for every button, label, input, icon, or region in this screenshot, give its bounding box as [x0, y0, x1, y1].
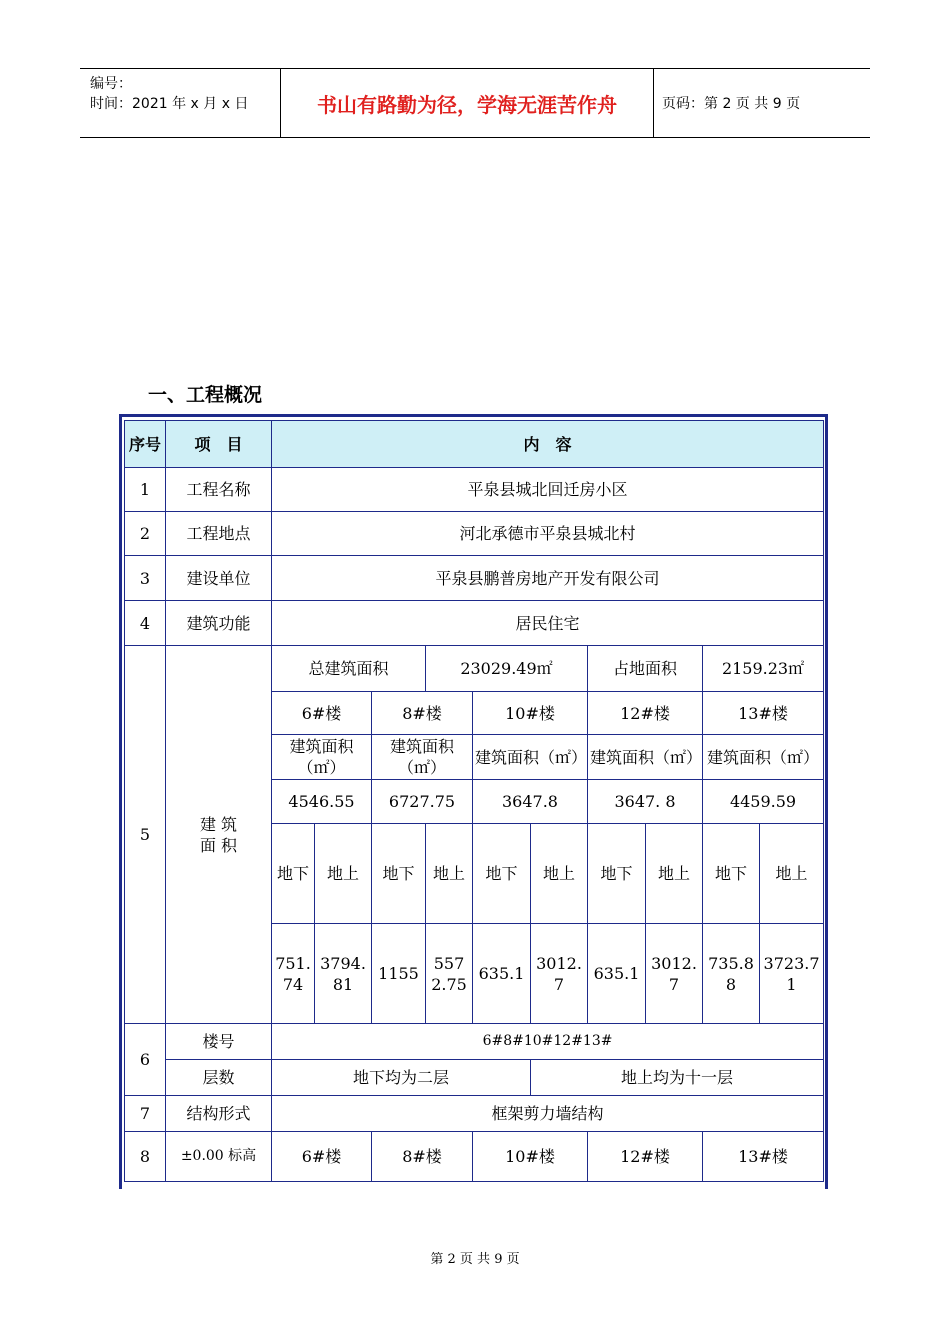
building-name: 8#楼	[372, 692, 473, 735]
row-item: ±0.00 标高	[166, 1132, 272, 1182]
table-row	[125, 468, 824, 512]
split-value: 5572.75	[426, 924, 473, 1024]
row-item: 结构形式	[166, 1096, 272, 1132]
row-content: 平泉县城北回迁房小区	[272, 468, 824, 512]
building-name: 6#楼	[272, 692, 372, 735]
number-label: 编号：	[90, 76, 132, 92]
split-value: 1155	[372, 924, 426, 1024]
area-item-label: 建 筑 面 积	[199, 814, 238, 855]
building-area-value: 3647.8	[473, 780, 588, 824]
total-area-value: 23029.49㎡	[426, 646, 588, 692]
split-label: 地上	[315, 824, 372, 924]
row-item: 层数	[166, 1060, 272, 1096]
row-no: 5	[125, 646, 166, 1024]
building-name: 12#楼	[588, 1132, 703, 1182]
building-name: 6#楼	[272, 1132, 372, 1182]
row-no: 6	[125, 1024, 166, 1096]
building-name: 10#楼	[473, 692, 588, 735]
col-item-header: 项 目	[166, 421, 272, 468]
floors-below: 地下均为二层	[272, 1060, 531, 1096]
building-numbers-row	[125, 1024, 824, 1060]
row-no: 7	[125, 1096, 166, 1132]
building-area-value: 3647. 8	[588, 780, 703, 824]
building-name: 12#楼	[588, 692, 703, 735]
area-label: 建筑面积（㎡）	[272, 735, 372, 780]
split-label: 地下	[473, 824, 531, 924]
row-no: 8	[125, 1132, 166, 1182]
row-no: 1	[125, 468, 166, 512]
site-area-label: 占地面积	[588, 646, 703, 692]
row-item: 建设单位	[166, 556, 272, 601]
row-content: 6#8#10#12#13#	[272, 1024, 824, 1060]
building-name: 13#楼	[703, 1132, 824, 1182]
floors-row	[125, 1060, 824, 1096]
col-content-header: 内 容	[272, 421, 824, 468]
split-value: 635.1	[473, 924, 531, 1024]
area-label: 建筑面积（㎡）	[703, 735, 824, 780]
area-label: 建筑面积（㎡）	[372, 735, 473, 780]
total-area-label: 总建筑面积	[272, 646, 426, 692]
split-label: 地下	[372, 824, 426, 924]
table-header-row	[125, 421, 824, 468]
split-value: 635.1	[588, 924, 646, 1024]
split-value: 751.74	[272, 924, 315, 1024]
area-label: 建筑面积（㎡）	[473, 735, 588, 780]
split-label: 地上	[760, 824, 824, 924]
floors-above: 地上均为十一层	[531, 1060, 824, 1096]
split-label: 地下	[588, 824, 646, 924]
split-label: 地上	[646, 824, 703, 924]
table-row	[125, 556, 824, 601]
building-name: 13#楼	[703, 692, 824, 735]
table-row	[125, 1096, 824, 1132]
row-item: 楼号	[166, 1024, 272, 1060]
page-label: 页码：第 2 页 共 9 页	[662, 96, 801, 112]
page-header	[80, 68, 870, 138]
split-label: 地下	[272, 824, 315, 924]
row-item: 工程地点	[166, 512, 272, 556]
building-area-value: 4459.59	[703, 780, 824, 824]
building-area-value: 4546.55	[272, 780, 372, 824]
split-label: 地上	[531, 824, 588, 924]
split-value: 735.88	[703, 924, 760, 1024]
section-title: 一、工程概况	[148, 384, 263, 406]
split-value: 3723.71	[760, 924, 824, 1024]
site-area-value: 2159.23㎡	[703, 646, 824, 692]
header-meta	[80, 69, 280, 137]
building-name: 8#楼	[372, 1132, 473, 1182]
building-name: 10#楼	[473, 1132, 588, 1182]
time-label: 时间：2021 年 x 月 x 日	[90, 96, 249, 112]
split-value: 3012.7	[531, 924, 588, 1024]
row-content: 居民住宅	[272, 601, 824, 646]
split-label: 地下	[703, 824, 760, 924]
row-content: 平泉县鹏普房地产开发有限公司	[272, 556, 824, 601]
row-content: 框架剪力墙结构	[272, 1096, 824, 1132]
slogan: 书山有路勤为径，学海无涯苦作舟	[280, 69, 654, 137]
table-row	[125, 601, 824, 646]
area-label: 建筑面积（㎡）	[588, 735, 703, 780]
project-overview-table	[124, 420, 824, 1182]
split-value: 3794.81	[315, 924, 372, 1024]
row-no: 2	[125, 512, 166, 556]
row-no: 3	[125, 556, 166, 601]
row-item: 工程名称	[166, 468, 272, 512]
area-total-row	[125, 646, 824, 692]
row-item	[166, 646, 272, 1024]
split-value: 3012.7	[646, 924, 703, 1024]
row-item: 建筑功能	[166, 601, 272, 646]
table-row	[125, 512, 824, 556]
row-no: 4	[125, 601, 166, 646]
page-footer: 第 2 页 共 9 页	[430, 1252, 520, 1267]
elevation-row	[125, 1132, 824, 1182]
building-area-value: 6727.75	[372, 780, 473, 824]
col-no-header: 序号	[125, 421, 166, 468]
row-content: 河北承德市平泉县城北村	[272, 512, 824, 556]
split-label: 地上	[426, 824, 473, 924]
